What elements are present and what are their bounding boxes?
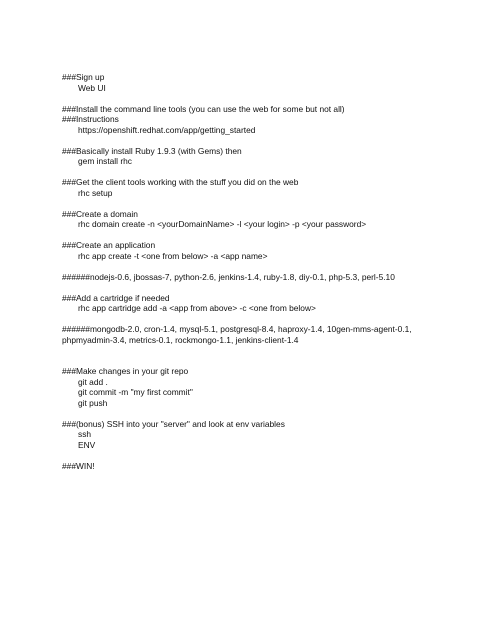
- section-heading: ###Add a cartridge if needed: [62, 292, 170, 303]
- section-heading: ###Basically install Ruby 1.9.3 (with Gems) then: [62, 145, 242, 156]
- section-line: rhc setup: [78, 187, 113, 198]
- section-heading: ###(bonus) SSH into your "server" and look at env variables: [62, 418, 285, 429]
- section-heading: ###Make changes in your git repo: [62, 366, 189, 376]
- section-subheading: ###Instructions: [62, 114, 119, 124]
- section-line: git add .: [78, 376, 108, 387]
- section-line: ssh: [78, 429, 92, 439]
- section-line: gem install rhc: [78, 156, 132, 166]
- section-line: git push: [78, 397, 108, 408]
- section-line: rhc app cartridge add -a <app from above> -c <one from below>: [78, 303, 316, 313]
- section-heading: ###Sign up: [62, 72, 105, 82]
- section-heading: ###Create a domain: [62, 208, 138, 219]
- section-line: ENV: [78, 439, 96, 450]
- section-heading: ###Create an application: [62, 240, 156, 250]
- section-line: Web UI: [78, 82, 106, 93]
- document-body: [62, 72, 482, 471]
- cartridge-list-continuation: phpmyadmin-3.4, metrics-0.1, rockmongo-1.1, jenkins-client-1.4: [62, 334, 299, 345]
- cartridge-list: ######nodejs-0.6, jbossas-7, python-2.6, jenkins-1.4, ruby-1.8, diy-0.1, php-5.3, perl-5.10: [62, 271, 395, 282]
- section-line: rhc domain create -n <yourDomainName> -l <your login> -p <your password>: [78, 219, 367, 229]
- cartridge-list: ######mongodb-2.0, cron-1.4, mysql-5.1, postgresql-8.4, haproxy-1.4, 10gen-mms-agent-0.1,: [62, 324, 412, 334]
- section-heading: ###Install the command line tools (you can use the web for some but not all): [62, 103, 345, 114]
- section-heading: ###WIN!: [62, 460, 95, 471]
- section-heading: ###Get the client tools working with the stuff you did on the web: [62, 177, 299, 187]
- section-line: git commit -m "my first commit": [78, 387, 193, 397]
- section-line: https://openshift.redhat.com/app/getting_started: [78, 124, 256, 135]
- section-line: rhc app create -t <one from below> -a <app name>: [78, 250, 268, 261]
